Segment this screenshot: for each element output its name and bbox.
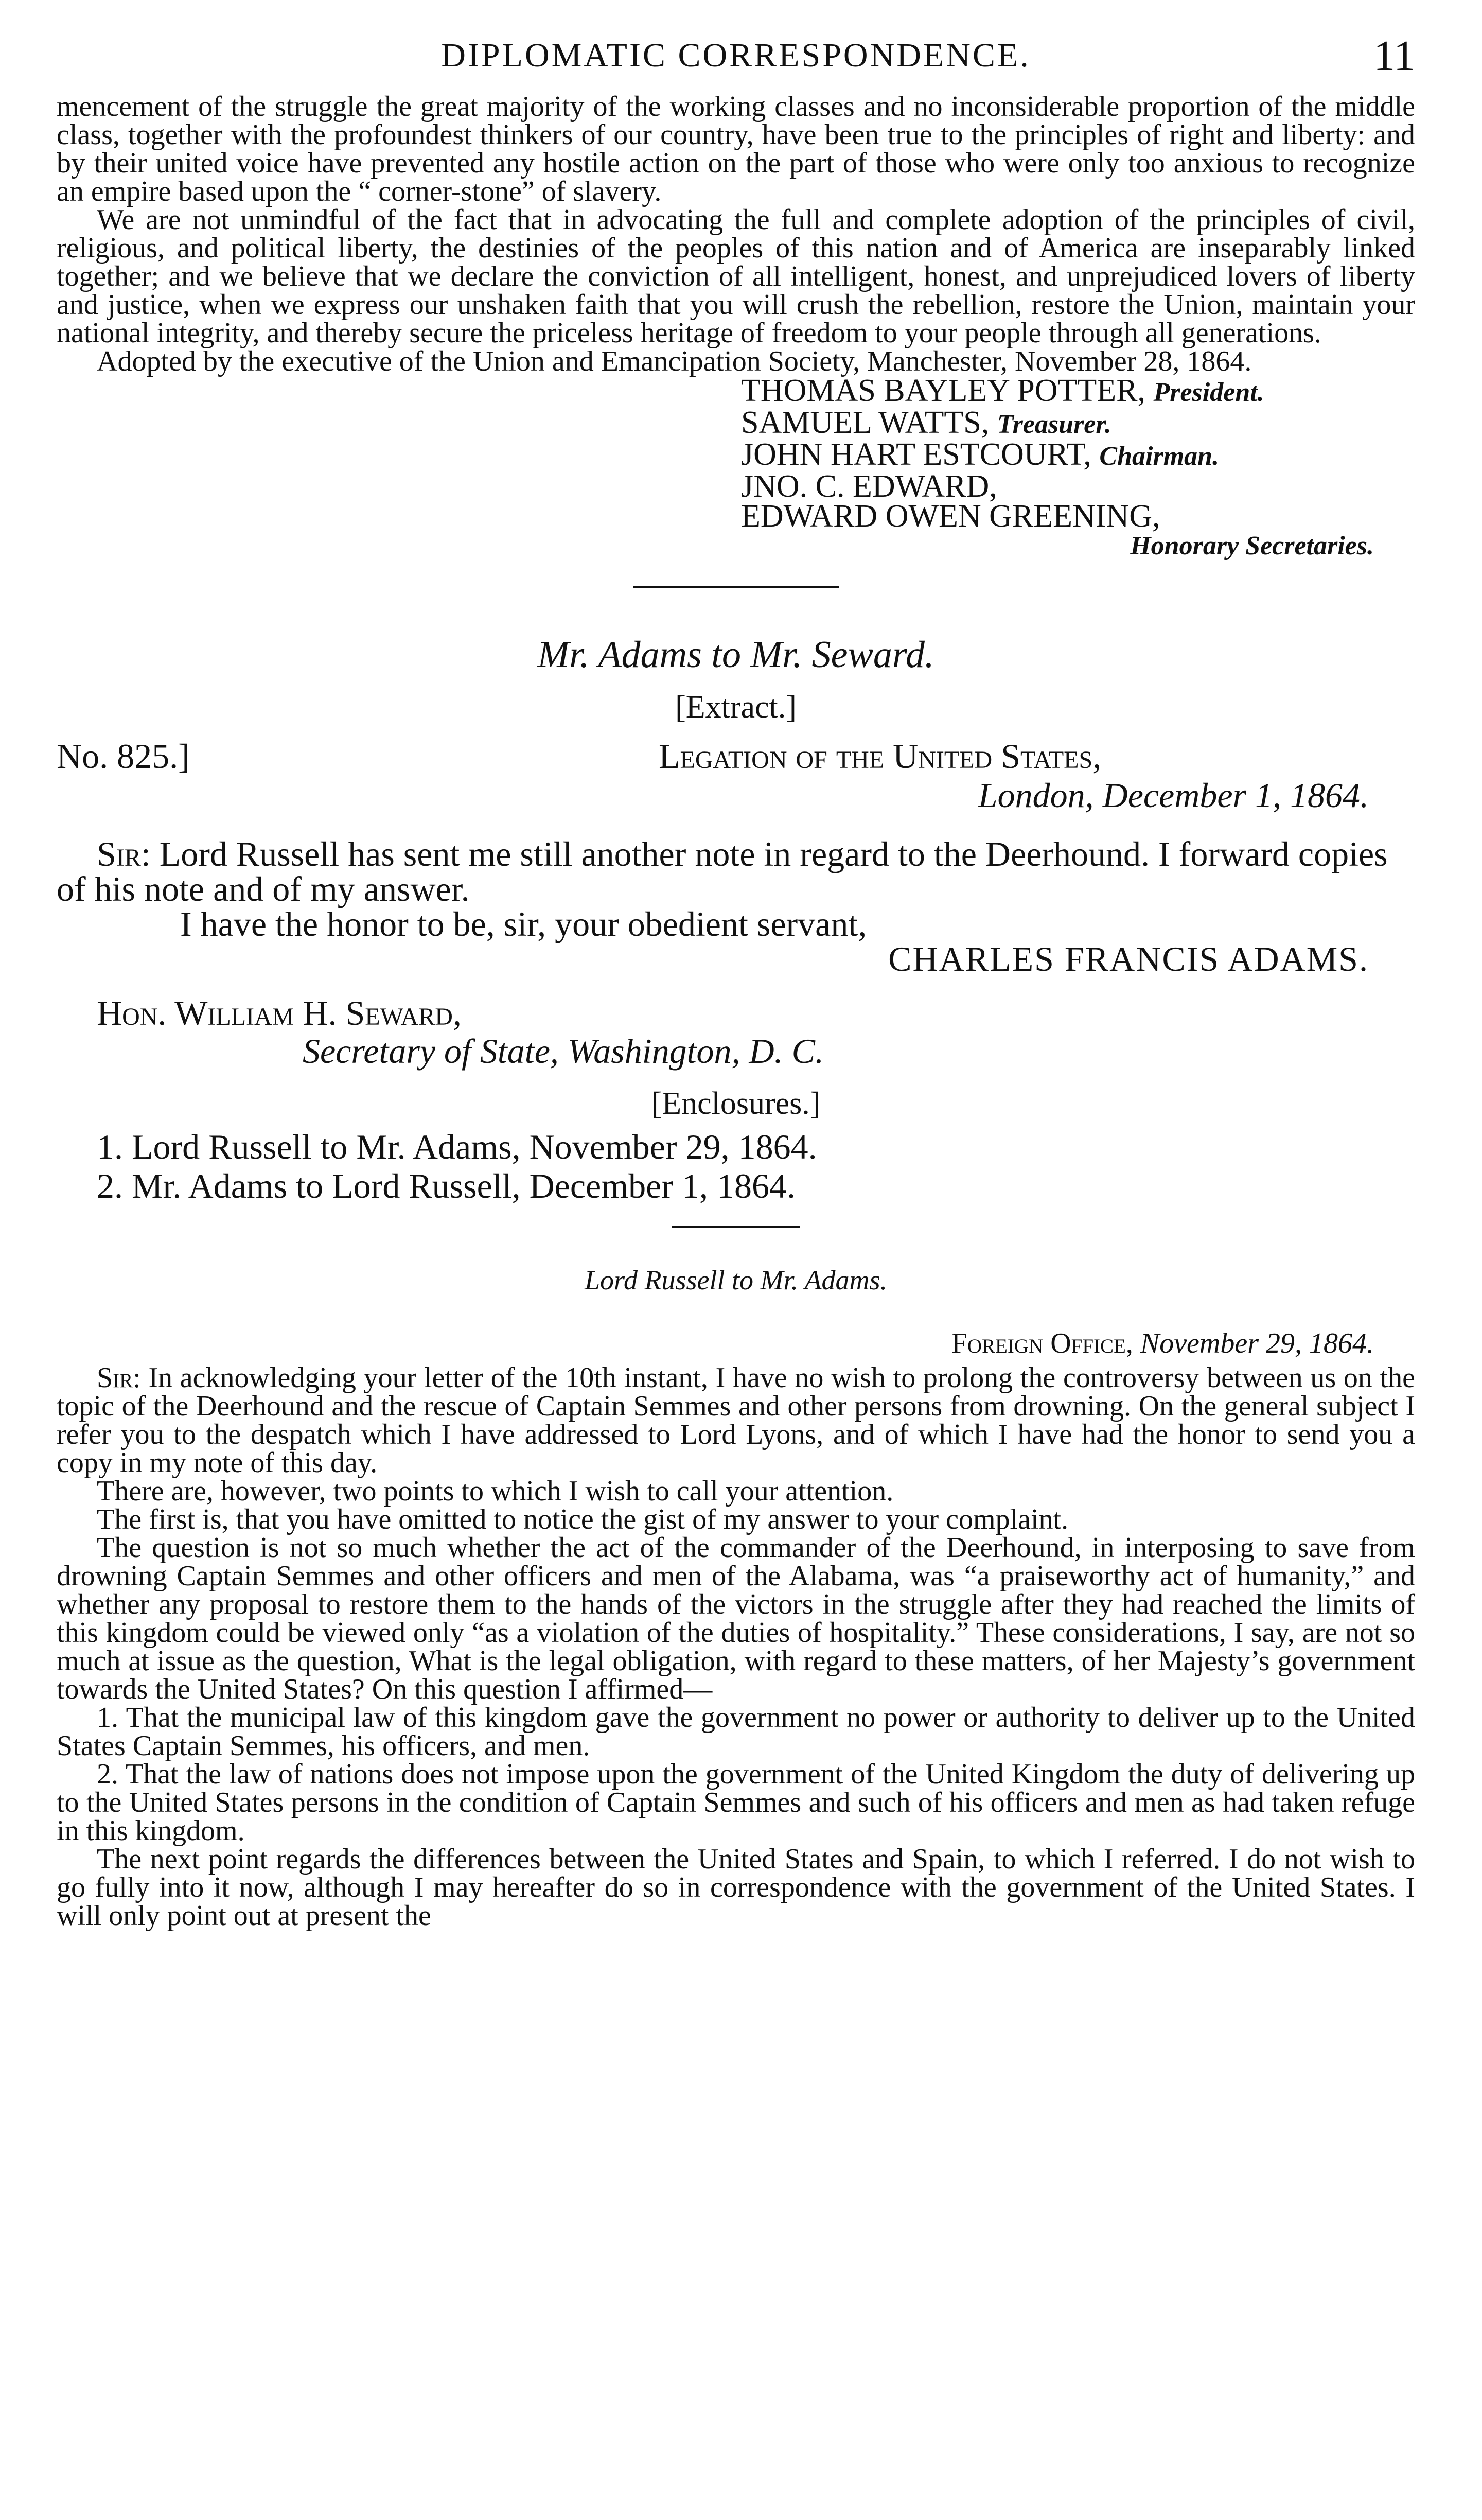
- page-number: 11: [1373, 32, 1415, 80]
- legation-line: Legation of the United States,: [659, 737, 1102, 776]
- document-page: [57, 21, 1415, 1930]
- letter-paragraph: 2. That the law of nations does not impose upon the government of the United Kingdom the duty of delivering up to the United States persons in the condition of Captain Semmes and such of his officers and men as had taken refuge in this kingdom.: [57, 1758, 1415, 1847]
- dispatch-header: [57, 726, 1415, 775]
- signatory-name: JOHN HART ESTCOURT,: [741, 437, 1091, 472]
- signatory-name: THOMAS BAYLEY POTTER,: [741, 373, 1145, 408]
- signatory: [741, 373, 1415, 408]
- letter-heading: Lord Russell to Mr. Adams.: [584, 1265, 888, 1296]
- office-name: Foreign Office,: [951, 1327, 1133, 1359]
- signatory-name: JNO. C. EDWARD,: [741, 469, 997, 504]
- signatory-role: President.: [1153, 378, 1264, 407]
- signatory-name: SAMUEL WATTS,: [741, 405, 990, 440]
- signature: CHARLES FRANCIS ADAMS.: [888, 939, 1369, 978]
- running-head: [57, 21, 1415, 93]
- section-divider: [633, 586, 839, 588]
- letter-heading: Mr. Adams to Mr. Seward.: [537, 634, 934, 676]
- salutation: Sir:: [97, 834, 151, 873]
- signatories: [741, 373, 1415, 561]
- signatory-role: Treasurer.: [997, 410, 1112, 439]
- extract-label: [Extract.]: [675, 690, 797, 725]
- letter-paragraph: The next point regards the differences between the United States and Spain, to which I referred. I do not wish to go fully into it now, although I may hereafter do so in correspondence with the government of the United States. I will only point out at present the: [57, 1843, 1415, 1932]
- letter-paragraph-text: In acknowledging your letter of the 10th instant, I have no wish to prolong the controversy between us on the topic of the Deerhound and the rescue of Captain Semmes and other persons from drowning. On the general subject I refer you to the despatch which I have addressed to Lord Lyons, and of which I have had the honor to send you a copy in my note of this day.: [57, 1362, 1416, 1479]
- adoption-note: Adopted by the executive of the Union and Emancipation Society, Manchester, November 28, 1864.: [97, 345, 1252, 377]
- memorial-paragraph: mencement of the struggle the great majority of the working classes and no inconsiderable proportion of the middle class, together with the profoundest thinkers of our country, have been true to the principles of right and liberty: and by their united voice have prevented any hostile action on the part of those who were only too anxious to recognize an empire based upon the “ corner-stone” of slavery.: [57, 91, 1415, 207]
- addressee-name: Hon. William H. Seward,: [97, 993, 462, 1032]
- signatory: [741, 405, 1415, 440]
- dispatch-body: [57, 836, 1415, 906]
- signatory-role: Chairman.: [1099, 442, 1220, 471]
- letter-paragraph: [57, 1364, 1415, 1477]
- dispatch-number: No. 825.]: [57, 737, 190, 776]
- dateline: [57, 1327, 1415, 1360]
- addressee: [97, 994, 1415, 1070]
- signatory: [741, 437, 1415, 472]
- letter-paragraph: 1. That the municipal law of this kingdom gave the government no power or authority to deliver up to the United States Captain Semmes, his officers, and men.: [57, 1702, 1415, 1762]
- memorial-paragraph: We are not unmindful of the fact that in advocating the full and complete adoption of the principles of civil, religious, and political liberty, the destinies of the peoples of this nation and of America are inseparably linked together; and we believe that we declare the conviction of all intelligent, honest, and unprejudiced lovers of liberty and justice, when we express our unshaken faith that you will crush the rebellion, restore the Union, maintain your national integrity, and thereby secure the priceless heritage of freedom to your people through all generations.: [57, 204, 1415, 349]
- enclosures-list: [97, 1127, 1415, 1205]
- signatory-name: EDWARD OWEN GREENING,: [741, 499, 1160, 534]
- salutation: Sir:: [97, 1362, 141, 1394]
- running-title: DIPLOMATIC CORRESPONDENCE.: [441, 37, 1031, 74]
- letter-paragraph: There are, however, two points to which I wish to call your attention.: [97, 1475, 894, 1507]
- letter-paragraph: The first is, that you have omitted to notice the gist of my answer to your complaint.: [97, 1503, 1069, 1535]
- dateline: London, December 1, 1864.: [978, 776, 1369, 815]
- memorial-section: [57, 93, 1415, 561]
- letter-paragraph: The question is not so much whether the act of the commander of the Deerhound, in interposing to save from drowning Captain Semmes and other officers and men of the Alabama, was “a praiseworthy act of humanity,” and whether any proposal to restore them to the hands of the victors in the struggle after they had reached the limits of this kingdom could be viewed only “as a violation of the duties of hospitality.” These considerations, I say, are not so much at issue as the question, What is the legal obligation, with regard to these matters, of her Majesty’s government towards the United States? On this question I affirmed—: [57, 1532, 1415, 1705]
- list-item: 1. Lord Russell to Mr. Adams, November 29, 1864.: [97, 1127, 817, 1166]
- addressee-title: Secretary of State, Washington, D. C.: [303, 1031, 824, 1071]
- letter-date: November 29, 1864.: [1140, 1327, 1374, 1359]
- section-divider: [672, 1226, 800, 1228]
- dispatch-section: [57, 633, 1415, 1205]
- russell-letter: [57, 1264, 1415, 1930]
- enclosures-label: [Enclosures.]: [651, 1086, 821, 1121]
- dispatch-body-text: Lord Russell has sent me still another note in regard to the Deerhound. I forward copies of his note and of my answer.: [57, 834, 1388, 908]
- signatory-role: Honorary Secretaries.: [1130, 531, 1374, 561]
- list-item: 2. Mr. Adams to Lord Russell, December 1, 1864.: [97, 1166, 796, 1205]
- closing: I have the honor to be, sir, your obedient servant,: [180, 904, 867, 943]
